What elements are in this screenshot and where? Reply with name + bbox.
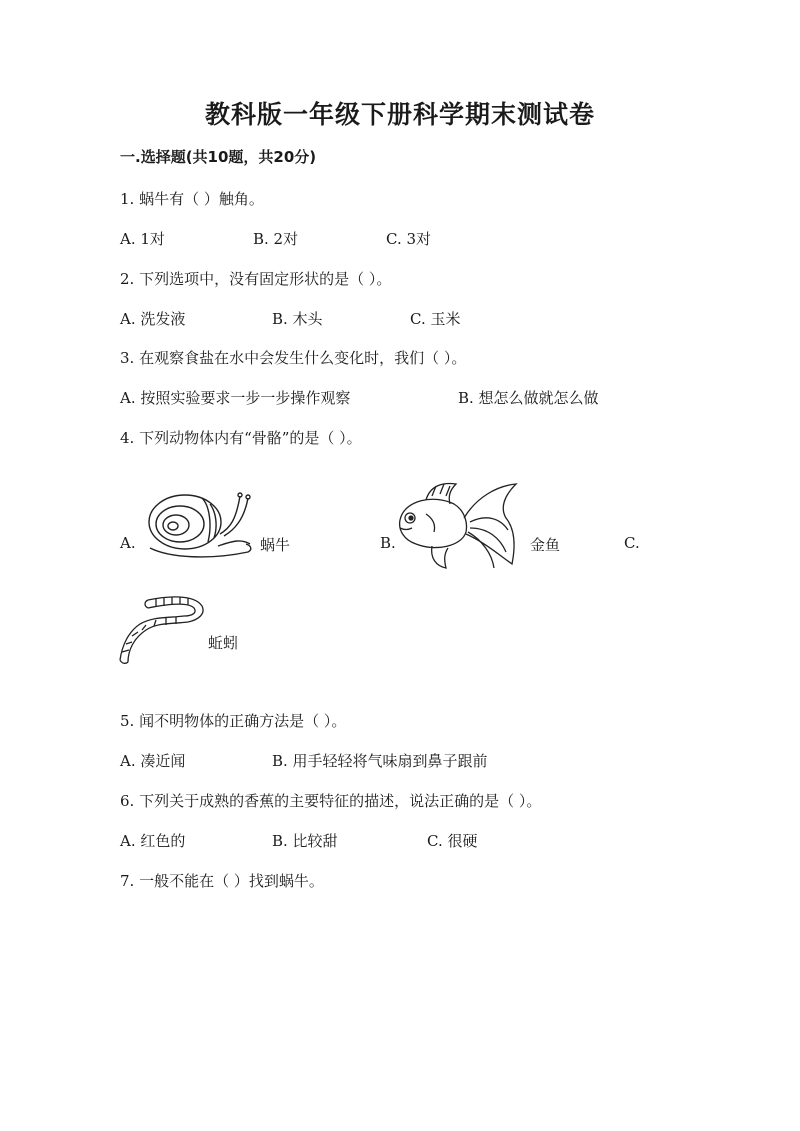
question-4-option-c-letter[interactable]: C. [624, 534, 640, 552]
question-4-option-a-letter[interactable]: A. [120, 534, 136, 552]
question-2-option-b[interactable]: B. 木头 [272, 310, 323, 328]
question-2-option-c[interactable]: C. 玉米 [410, 310, 461, 328]
goldfish-icon [396, 478, 520, 574]
question-5-stem: 5. 闻不明物体的正确方法是（ ）。 [120, 712, 347, 730]
section-heading: 一.选择题(共10题，共20分) [120, 148, 317, 166]
question-5-option-b[interactable]: B. 用手轻轻将气味扇到鼻子跟前 [272, 752, 488, 770]
question-5-option-a[interactable]: A. 凑近闻 [120, 752, 186, 770]
question-2-option-a[interactable]: A. 洗发液 [120, 310, 186, 328]
question-4-option-c-label: 蚯蚓 [208, 634, 239, 652]
question-4-option-a-label: 蜗牛 [260, 536, 291, 554]
question-6-option-b[interactable]: B. 比较甜 [272, 832, 338, 850]
question-7-stem: 7. 一般不能在（ ）找到蜗牛。 [120, 872, 324, 890]
question-6-option-a[interactable]: A. 红色的 [120, 832, 186, 850]
question-1-option-c[interactable]: C. 3对 [386, 230, 432, 248]
question-4-option-b-letter[interactable]: B. [380, 534, 396, 552]
question-1-option-b[interactable]: B. 2对 [253, 230, 299, 248]
question-3-option-a[interactable]: A. 按照实验要求一步一步操作观察 [120, 389, 351, 407]
page-title: 教科版一年级下册科学期末测试卷 [204, 100, 595, 129]
earthworm-icon [118, 592, 210, 668]
question-1-option-a[interactable]: A. 1对 [120, 230, 165, 248]
question-2-stem: 2. 下列选项中，没有固定形状的是（ ）。 [120, 270, 392, 288]
question-6-option-c[interactable]: C. 很硬 [427, 832, 478, 850]
question-3-option-b[interactable]: B. 想怎么做就怎么做 [458, 389, 599, 407]
snail-icon [140, 486, 260, 566]
question-1-stem: 1. 蜗牛有（ ）触角。 [120, 190, 264, 208]
question-6-stem: 6. 下列关于成熟的香蕉的主要特征的描述，说法正确的是（ ）。 [120, 792, 542, 810]
question-4-option-b-label: 金鱼 [530, 536, 561, 554]
question-3-stem: 3. 在观察食盐在水中会发生什么变化时，我们（ ）。 [120, 349, 467, 367]
question-4-stem: 4. 下列动物体内有“骨骼”的是（ ）。 [120, 429, 362, 447]
